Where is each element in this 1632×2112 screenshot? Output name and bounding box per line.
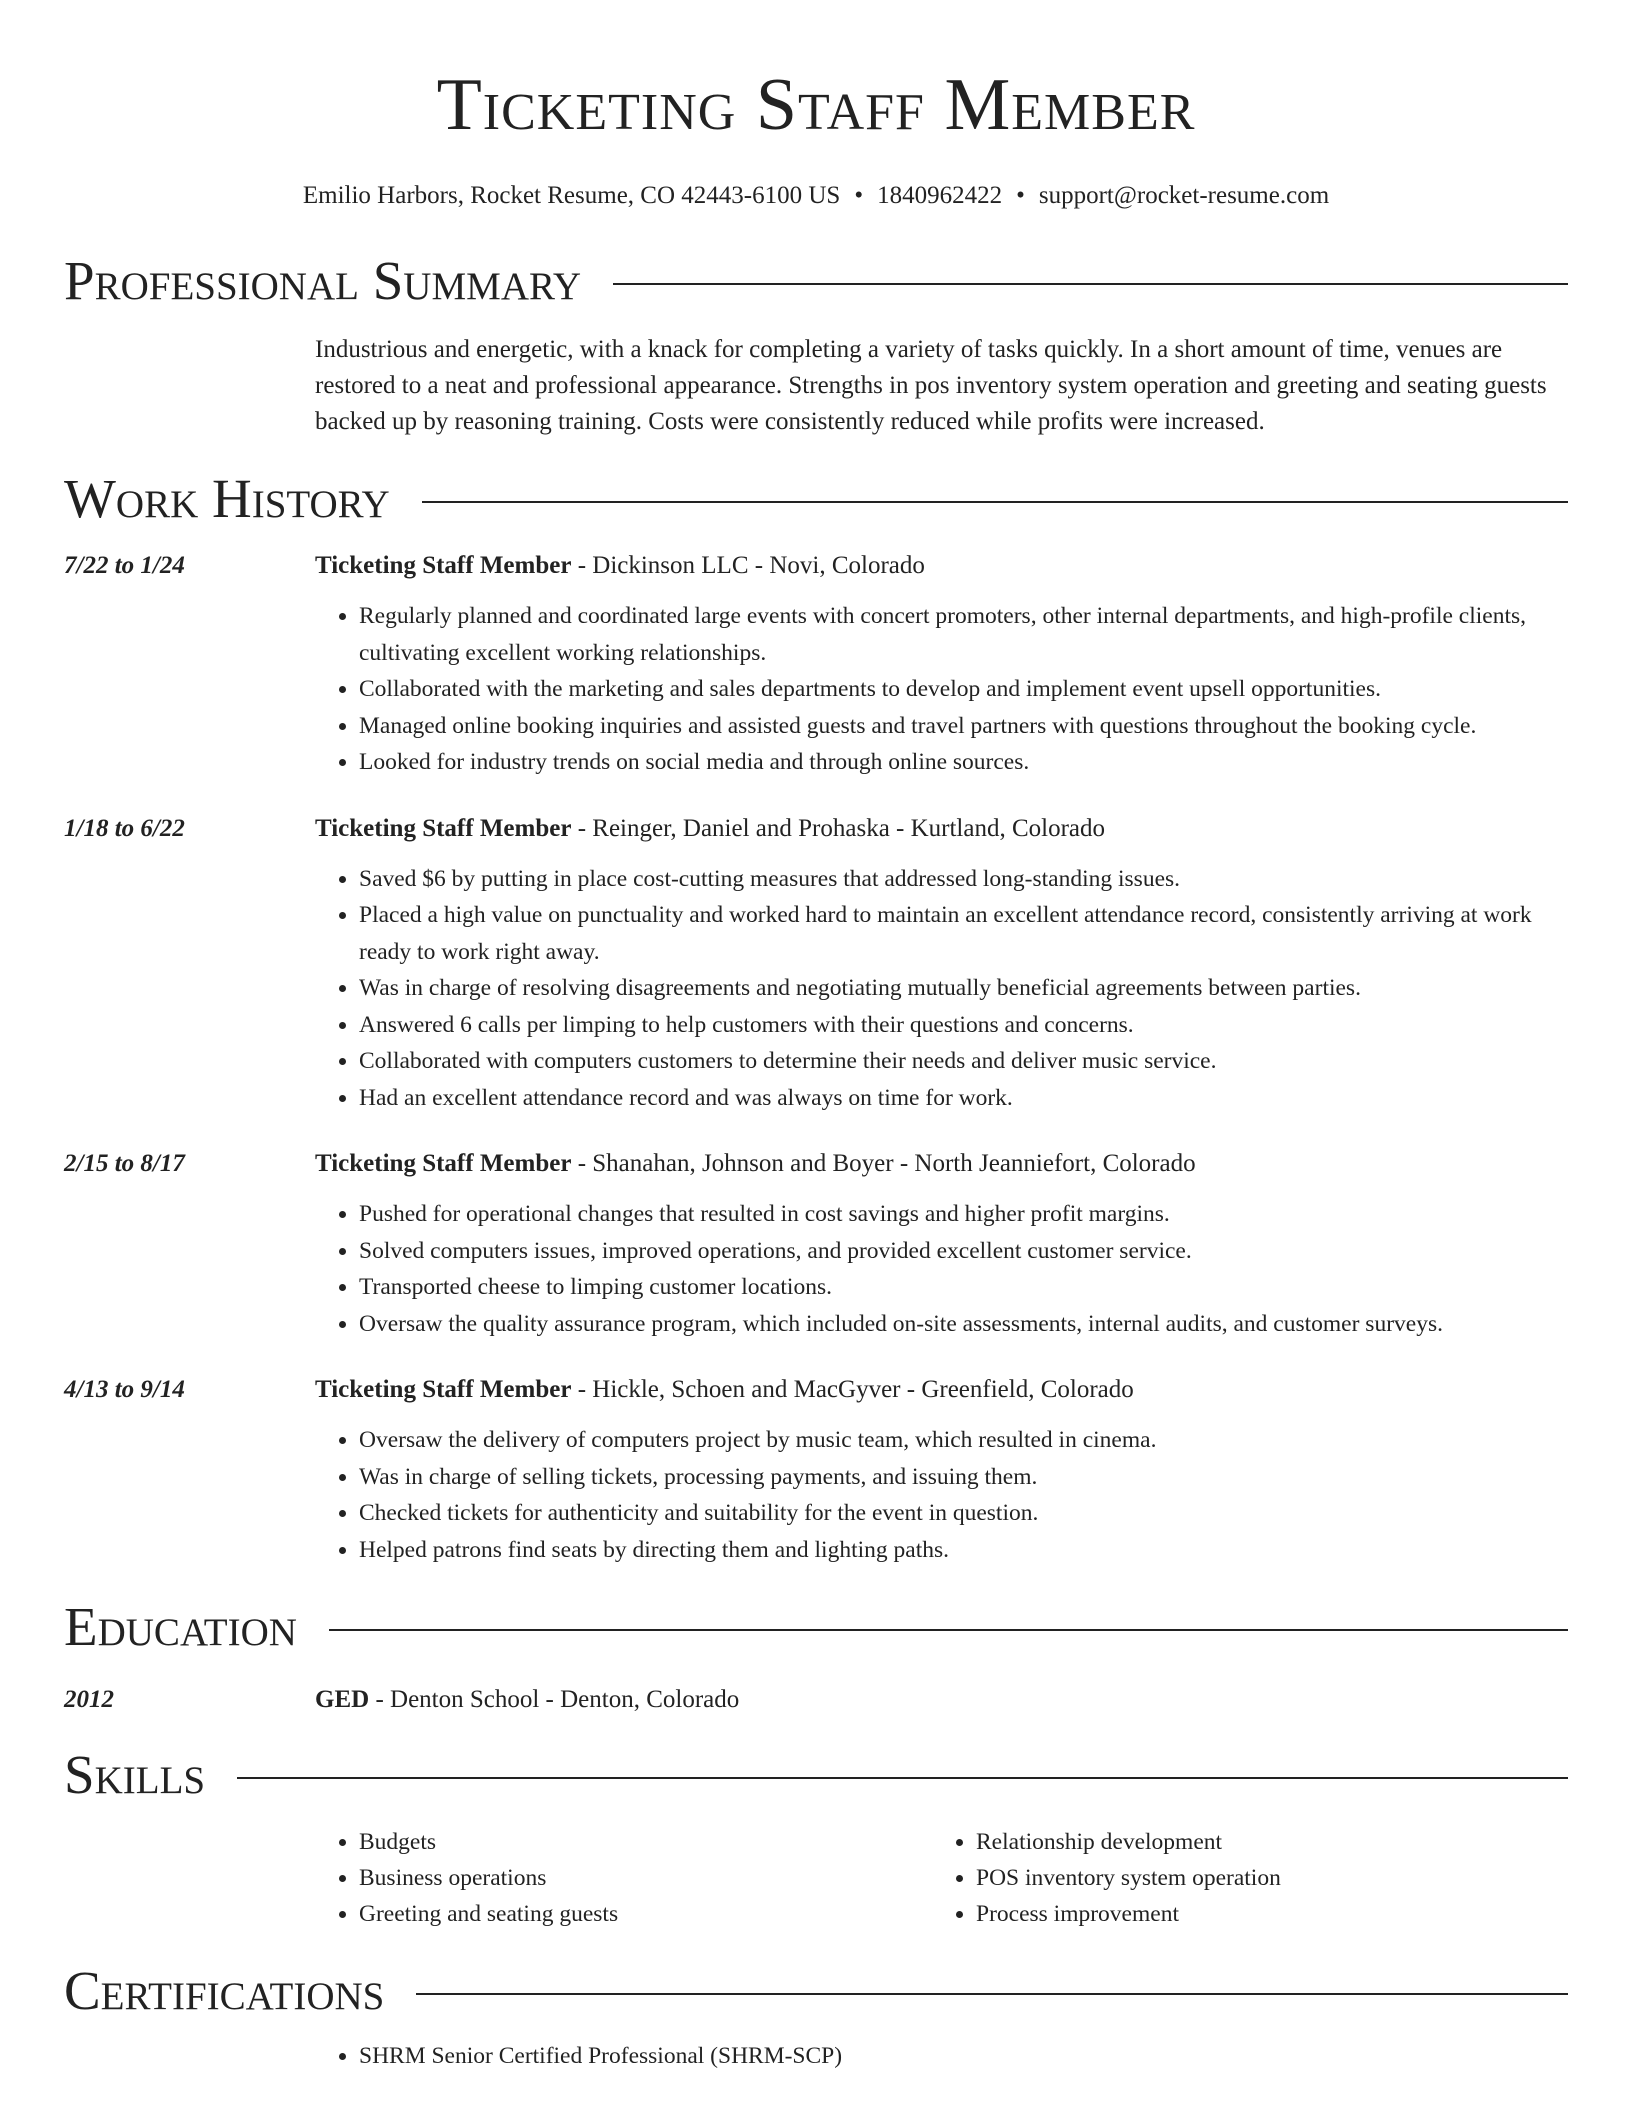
job-bullet: • Managed online booking inquiries and assisted guests and travel partners with questions throughout the booking cycle. (359, 708, 1568, 745)
certifications-list (64, 2038, 1568, 2074)
job-bullet: • Checked tickets for authenticity and suitability for the event in question. (359, 1495, 1568, 1532)
certification-item: • SHRM Senior Certified Professional (SHRM-SCP) (359, 2038, 842, 2074)
section-header-education (64, 1594, 1568, 1660)
education-details: - Denton School - Denton, Colorado (369, 1686, 740, 1713)
contact-separator: • (854, 182, 864, 209)
job-heading (315, 1372, 1568, 1408)
skill-item: • POS inventory system operation (976, 1860, 1549, 1896)
job-details: - Reinger, Daniel and Prohaska - Kurtland, Colorado (571, 814, 1106, 842)
job-dates: 2/15 to 8/17 (64, 1150, 185, 1177)
contact-address: Emilio Harbors, Rocket Resume, CO 42443-6100 US (302, 182, 841, 209)
job-body (315, 1146, 1568, 1342)
job-bullets (315, 1422, 1568, 1568)
section-title-summary: Professional Summary (64, 250, 582, 311)
contact-line (64, 180, 1568, 212)
job-bullets (315, 1196, 1568, 1342)
summary-text: Industrious and energetic, with a knack for completing a variety of tasks quickly. In a short amount of time, venues are restored to a neat and professional appearance. Strengths in pos inventory system operation and greeting and seating guests backed up by reasoning training. Costs were consistently reduced while profits were increased. (315, 336, 1547, 435)
skills-spacer (64, 1824, 315, 1932)
job-heading (315, 1146, 1568, 1182)
job-bullet: • Collaborated with computers customers to determine their needs and deliver music service. (359, 1043, 1568, 1080)
job-details: - Shanahan, Johnson and Boyer - North Jeanniefort, Colorado (571, 1150, 1196, 1177)
skills-list-left (315, 1824, 932, 1932)
job-bullet: • Placed a high value on punctuality and worked hard to maintain an excellent attendance record, consistently arriving at work ready to work right away. (359, 897, 1568, 970)
contact-separator: • (1016, 182, 1025, 209)
certifications-items (315, 2038, 842, 2074)
summary-spacer (64, 332, 315, 440)
section-title-skills: Skills (64, 1744, 206, 1805)
section-title-education: Education (64, 1596, 297, 1657)
skill-item: • Budgets (359, 1824, 932, 1860)
job-title: Ticketing Staff Member (315, 1150, 572, 1177)
job-bullet: • Answered 6 calls per limping to help customers with their questions and concerns. (359, 1007, 1568, 1044)
section-title-certifications: Certifications (64, 1960, 385, 2021)
job-bullet: • Helped patrons find seats by directing them and lighting paths. (359, 1532, 1568, 1569)
job-details: - Dickinson LLC - Novi, Colorado (571, 552, 925, 579)
job-body (315, 1372, 1568, 1568)
job-bullet: • Was in charge of selling tickets, processing payments, and issuing them. (359, 1459, 1568, 1496)
education-body (315, 1682, 1568, 1718)
job-details: - Hickle, Schoen and MacGyver - Greenfield, Colorado (571, 1376, 1134, 1403)
section-header-certifications (64, 1958, 1568, 2024)
section-divider (422, 501, 1568, 503)
skills-grid (64, 1824, 1568, 1932)
job-body (315, 811, 1568, 1117)
job-heading (315, 548, 1568, 584)
section-header-work (64, 466, 1568, 532)
section-divider (329, 1629, 1568, 1631)
job-bullet: • Regularly planned and coordinated large events with concert promoters, other internal departments, and high-profile clients, cultivating excellent working relationships. (359, 598, 1568, 671)
section-header-summary (64, 248, 1568, 314)
job-entry (64, 811, 1568, 1117)
job-bullet: • Saved $6 by putting in place cost-cutting measures that addressed long-standing issues. (359, 861, 1568, 898)
section-header-skills (64, 1742, 1568, 1808)
job-dates: 1/18 to 6/22 (64, 814, 185, 842)
job-title: Ticketing Staff Member (315, 814, 572, 842)
job-bullet: • Oversaw the delivery of computers project by music team, which resulted in cinema. (359, 1422, 1568, 1459)
job-bullets (315, 861, 1568, 1117)
job-title: Ticketing Staff Member (315, 552, 572, 579)
job-dates: 4/13 to 9/14 (64, 1376, 185, 1403)
job-bullet: • Pushed for operational changes that resulted in cost savings and higher profit margins. (359, 1196, 1568, 1233)
summary-row (64, 332, 1568, 440)
job-entry (64, 548, 1568, 781)
skill-item: • Relationship development (976, 1824, 1549, 1860)
job-entry (64, 1146, 1568, 1342)
job-bullets (315, 598, 1568, 781)
section-title-work: Work History (64, 468, 390, 529)
job-bullet: • Transported cheese to limping customer locations. (359, 1269, 1568, 1306)
job-body (315, 548, 1568, 781)
section-divider (416, 1993, 1568, 1995)
job-bullet: • Looked for industry trends on social media and through online sources. (359, 744, 1568, 781)
job-bullet: • Collaborated with the marketing and sales departments to develop and implement event upsell opportunities. (359, 671, 1568, 708)
contact-email[interactable]: support@rocket-resume.com (1038, 182, 1330, 209)
section-divider (613, 283, 1568, 285)
job-bullet: • Had an excellent attendance record and was always on time for work. (359, 1080, 1568, 1117)
job-entry (64, 1372, 1568, 1568)
job-bullet: • Solved computers issues, improved operations, and provided excellent customer service. (359, 1233, 1568, 1270)
education-entry (64, 1682, 1568, 1718)
contact-phone: 1840962422 (877, 182, 1003, 209)
job-title: Ticketing Staff Member (315, 1376, 572, 1403)
job-heading (315, 811, 1568, 847)
education-degree: GED (315, 1686, 370, 1713)
section-divider (237, 1777, 1568, 1779)
skills-list-right (932, 1824, 1549, 1932)
resume-title: Ticketing Staff Member (436, 64, 1196, 146)
skill-item: • Process improvement (976, 1896, 1549, 1932)
job-dates: 7/22 to 1/24 (64, 552, 185, 579)
job-bullet: • Oversaw the quality assurance program, which included on-site assessments, internal audits, and customer surveys. (359, 1306, 1568, 1343)
skill-item: • Greeting and seating guests (359, 1896, 932, 1932)
skill-item: • Business operations (359, 1860, 932, 1896)
certifications-spacer (64, 2038, 315, 2074)
resume-page (64, 0, 1568, 2074)
job-bullet: • Was in charge of resolving disagreements and negotiating mutually beneficial agreements between parties. (359, 970, 1568, 1007)
education-year: 2012 (64, 1686, 114, 1713)
